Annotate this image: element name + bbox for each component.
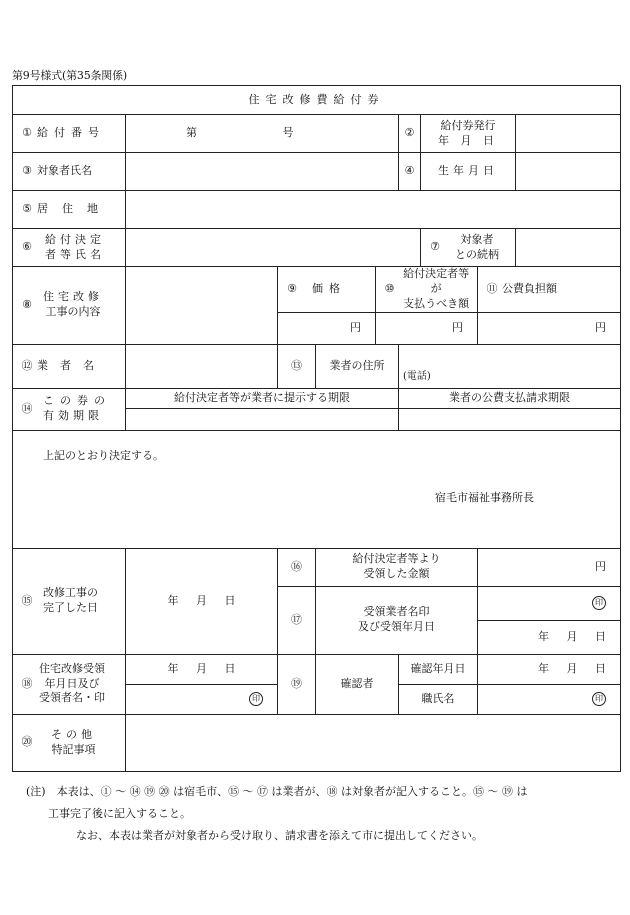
field-recipient-date[interactable]: 年 月 日 (126, 654, 278, 684)
decision-box (13, 430, 621, 548)
field-present-deadline[interactable] (126, 408, 399, 430)
num-issue-date: ② (399, 115, 421, 153)
label-contractor-address: 業者の住所 (316, 344, 399, 388)
num-contractor-seal: ⑰ (278, 586, 316, 654)
office-name: 宿毛市福祉事務所長 (435, 490, 535, 504)
seal-mark: 印 (592, 596, 606, 610)
label-completion-date: ⑮ 改修工事の 完了した日 (13, 548, 126, 654)
field-position-name[interactable] (478, 684, 621, 714)
field-received-amount[interactable]: 円 (478, 548, 621, 586)
field-residence[interactable] (126, 191, 621, 229)
label-recipient-name: ⑥ 給付決定 者等氏名 (13, 229, 126, 267)
note-line-2: 工事完了後に記入すること。 (48, 807, 191, 820)
field-public-burden[interactable]: 円 (478, 312, 621, 344)
form-title: 住宅改修費給付券 (13, 86, 621, 115)
field-contractor-seal[interactable] (478, 586, 621, 620)
num-received-amount: ⑯ (278, 548, 316, 586)
decision-statement: 上記のとおり決定する。 (43, 448, 164, 462)
label-confirm-date: 確認年月日 (399, 654, 478, 684)
note-line-1: (注) 本表は、① 〜 ⑭ ⑲ ⑳ は宿毛市、⑮ 〜 ⑰ は業者が、⑱ は対象者が記入すること。⑮ 〜 ⑲ は (26, 785, 528, 798)
label-price: ⑨ 価格 (278, 267, 376, 313)
label-remarks: ⑳ その他 特記事項 (13, 714, 126, 771)
form-number-label: 第9号様式(第35条関係) (12, 69, 127, 82)
field-user-payment[interactable]: 円 (376, 312, 478, 344)
field-contractor[interactable] (126, 344, 278, 388)
note-line-3: なお、本表は業者が対象者から受け取り、請求書を添えて市に提出してください。 (76, 829, 483, 842)
label-issue-date: 給付券発行 年 月 日 (421, 115, 516, 153)
notes (26, 781, 616, 847)
label-public-burden: ⑪ 公費負担額 (478, 267, 621, 313)
field-issue-date[interactable] (516, 115, 621, 153)
voucher-table (12, 85, 621, 772)
seal-mark: 印 (592, 692, 606, 706)
label-birth-date: 生年月日 (421, 153, 516, 191)
label-recipient-receipt: ⑱ 住宅改修受領 年月日及び 受領者名・印 (13, 654, 126, 714)
label-position-name: 職氏名 (399, 684, 478, 714)
field-relationship[interactable] (516, 229, 621, 267)
field-subject-name[interactable] (126, 153, 399, 191)
field-birth-date[interactable] (516, 153, 621, 191)
field-recipient-seal[interactable] (126, 684, 278, 714)
label-voucher-number: ① 給付番号 (13, 115, 126, 153)
label-subject-name: ③ 対象者氏名 (13, 153, 126, 191)
label-confirmer: 確認者 (316, 654, 399, 714)
field-receipt-date[interactable]: 年 月 日 (478, 620, 621, 654)
field-claim-deadline[interactable] (399, 408, 621, 430)
num-confirmer: ⑲ (278, 654, 316, 714)
field-voucher-number[interactable]: 第 号 (126, 115, 399, 153)
num-birth-date: ④ (399, 153, 421, 191)
field-recipient-name[interactable] (126, 229, 421, 267)
label-contractor: ⑫ 業者名 (13, 344, 126, 388)
label-residence: ⑤ 居住地 (13, 191, 126, 229)
head-claim-deadline: 業者の公費支払請求期限 (399, 388, 621, 408)
label-user-payment: ⑩ 給付決定者等が 支払うべき額 (376, 267, 478, 313)
num-contractor-address: ⑬ (278, 344, 316, 388)
field-work-content[interactable] (126, 267, 278, 345)
field-remarks[interactable] (126, 714, 621, 771)
field-completion-date[interactable]: 年 月 日 (126, 548, 278, 654)
label-contractor-seal: 受領業者名印 及び受領年月日 (316, 586, 478, 654)
label-work-content: ⑧ 住宅改修 工事の内容 (13, 267, 126, 345)
label-received-amount: 給付決定者等より 受領した金額 (316, 548, 478, 586)
label-relationship: ⑦ 対象者 との続柄 (421, 229, 516, 267)
seal-mark: 印 (249, 692, 263, 706)
field-price[interactable]: 円 (278, 312, 376, 344)
field-contractor-address[interactable]: (電話) (399, 344, 621, 388)
label-validity: ⑭ この券の 有効期限 (13, 388, 126, 430)
head-present-deadline: 給付決定者等が業者に提示する期限 (126, 388, 399, 408)
field-confirm-date[interactable]: 年 月 日 (478, 654, 621, 684)
